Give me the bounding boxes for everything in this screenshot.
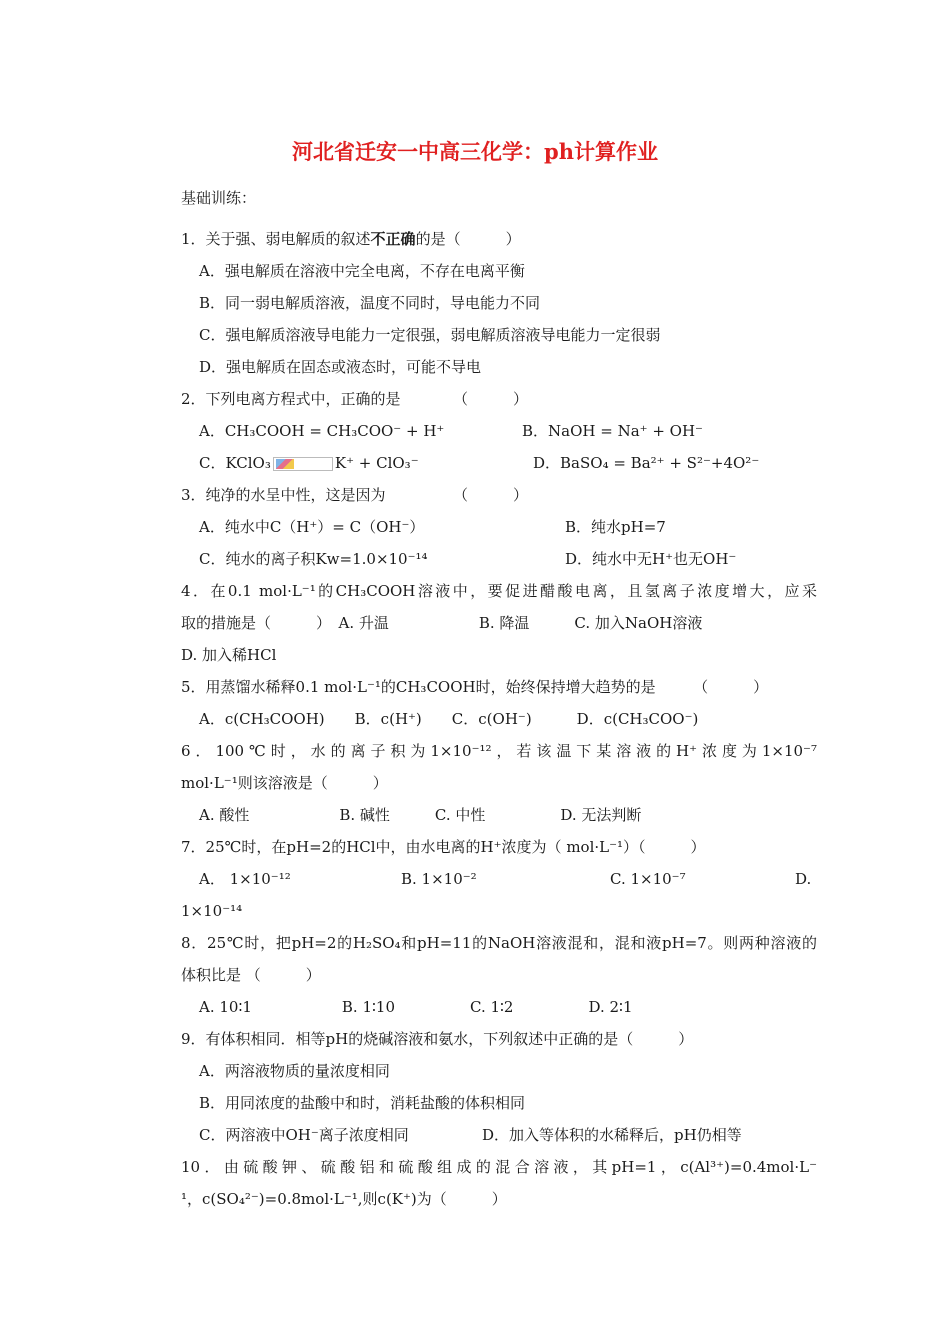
question-6-line-2: mol·L⁻¹则该溶液是（ ）: [181, 774, 388, 792]
question-8-line-1: 8．25℃时，把pH=2的H₂SO₄和pH=11的NaOH溶液混和，混和液pH=7。则两种溶液的: [181, 934, 817, 952]
question-1-option-a: A．强电解质在溶液中完全电离，不存在电离平衡: [199, 262, 525, 280]
question-2-stem: 2．下列电离方程式中，正确的是 （ ）: [181, 390, 529, 408]
question-10-line-1: 10．由硫酸钾、硫酸铝和硫酸组成的混合溶液，其pH=1，c(Al³⁺)=0.4mol·L⁻: [181, 1158, 817, 1176]
question-7-option-d-label: D.: [795, 870, 812, 888]
question-2-option-c-left: C．KClO₃: [199, 454, 271, 472]
question-9-stem: 9．有体积相同．相等pH的烧碱溶液和氨水，下列叙述中正确的是（ ）: [181, 1030, 694, 1048]
page-title: 河北省迁安一中高三化学：ph计算作业: [292, 139, 658, 164]
question-1-option-d: D．强电解质在固态或液态时，可能不导电: [199, 358, 482, 376]
question-1-stem: [181, 229, 521, 249]
question-8-options: A. 10∶1 B. 1∶10 C. 1∶2 D. 2∶1: [199, 998, 633, 1016]
question-4-line-2: 取的措施是（ ） A. 升温 B. 降温 C. 加入NaOH溶液: [181, 614, 703, 632]
question-7-option-c: C. 1×10⁻⁷: [610, 870, 686, 888]
question-2-option-a: A．CH₃COOH = CH₃COO⁻ + H⁺: [199, 422, 445, 440]
question-1-emphasis: 不正确: [370, 230, 416, 248]
question-4-line-3: D. 加入稀HCl: [181, 646, 277, 664]
question-9-option-d: D．加入等体积的水稀释后，pH仍相等: [482, 1126, 742, 1144]
question-1-option-b: B．同一弱电解质溶液，温度不同时，导电能力不同: [199, 294, 541, 312]
question-1-stem-a: 1．关于强、弱电解质的叙述: [181, 230, 371, 248]
question-3-option-b: B．纯水pH=7: [565, 518, 666, 536]
question-3-stem: 3．纯净的水呈中性，这是因为 （ ）: [181, 486, 529, 504]
question-2-option-c-right: K⁺ + ClO₃⁻: [334, 454, 419, 472]
question-8-line-2: 体积比是 （ ）: [181, 966, 321, 984]
question-7-option-d-value: 1×10⁻¹⁴: [181, 902, 243, 920]
question-5-stem: 5．用蒸馏水稀释0.1 mol·L⁻¹的CH₃COOH时，始终保持增大趋势的是 （ ）: [181, 678, 769, 696]
question-9-option-b: B．用同浓度的盐酸中和时，消耗盐酸的体积相同: [199, 1094, 526, 1112]
question-6-line-1: 6．100℃时，水的离子积为1×10⁻¹²，若该温下某溶液的H⁺浓度为1×10⁻⁷: [181, 742, 817, 760]
question-1-stem-b: 的是（ ）: [415, 230, 521, 248]
question-2-option-d: D．BaSO₄ = Ba²⁺ + S²⁻+4O²⁻: [533, 454, 760, 472]
question-10-line-2: ¹，c(SO₄²⁻)=0.8mol·L⁻¹,则c(K⁺)为（ ）: [181, 1190, 507, 1208]
question-2-option-b: B．NaOH = Na⁺ + OH⁻: [522, 422, 703, 440]
question-3-option-c: C．纯水的离子积Kw=1.0×10⁻¹⁴: [199, 550, 428, 568]
question-9-option-c: C．两溶液中OH⁻离子浓度相同: [199, 1126, 409, 1144]
question-6-options: A. 酸性 B. 碱性 C. 中性 D. 无法判断: [199, 806, 642, 824]
question-1-option-c: C．强电解质溶液导电能力一定很强，弱电解质溶液导电能力一定很弱: [199, 326, 661, 344]
question-2-option-c: [199, 453, 419, 473]
question-7-option-b: B. 1×10⁻²: [401, 870, 477, 888]
question-3-option-a: A．纯水中C（H⁺）= C（OH⁻）: [199, 518, 425, 536]
reversible-arrow-image-icon: [273, 457, 333, 471]
question-4-line-1: 4．在0.1 mol·L⁻¹的CH₃COOH溶液中，要促进醋酸电离，且氢离子浓度增大，应采: [181, 582, 817, 600]
question-3-option-d: D．纯水中无H⁺也无OH⁻: [565, 550, 737, 568]
section-heading: 基础训练：: [181, 189, 257, 207]
question-5-options: A．c(CH₃COOH) B．c(H⁺) C．c(OH⁻) D．c(CH₃COO⁻): [199, 710, 699, 728]
question-9-option-a: A．两溶液物质的量浓度相同: [199, 1062, 390, 1080]
question-7-stem: 7．25℃时，在pH=2的HCl中，由水电离的H⁺浓度为（ mol·L⁻¹）（ ）: [181, 838, 706, 856]
question-7-option-a: A． 1×10⁻¹²: [199, 870, 291, 888]
